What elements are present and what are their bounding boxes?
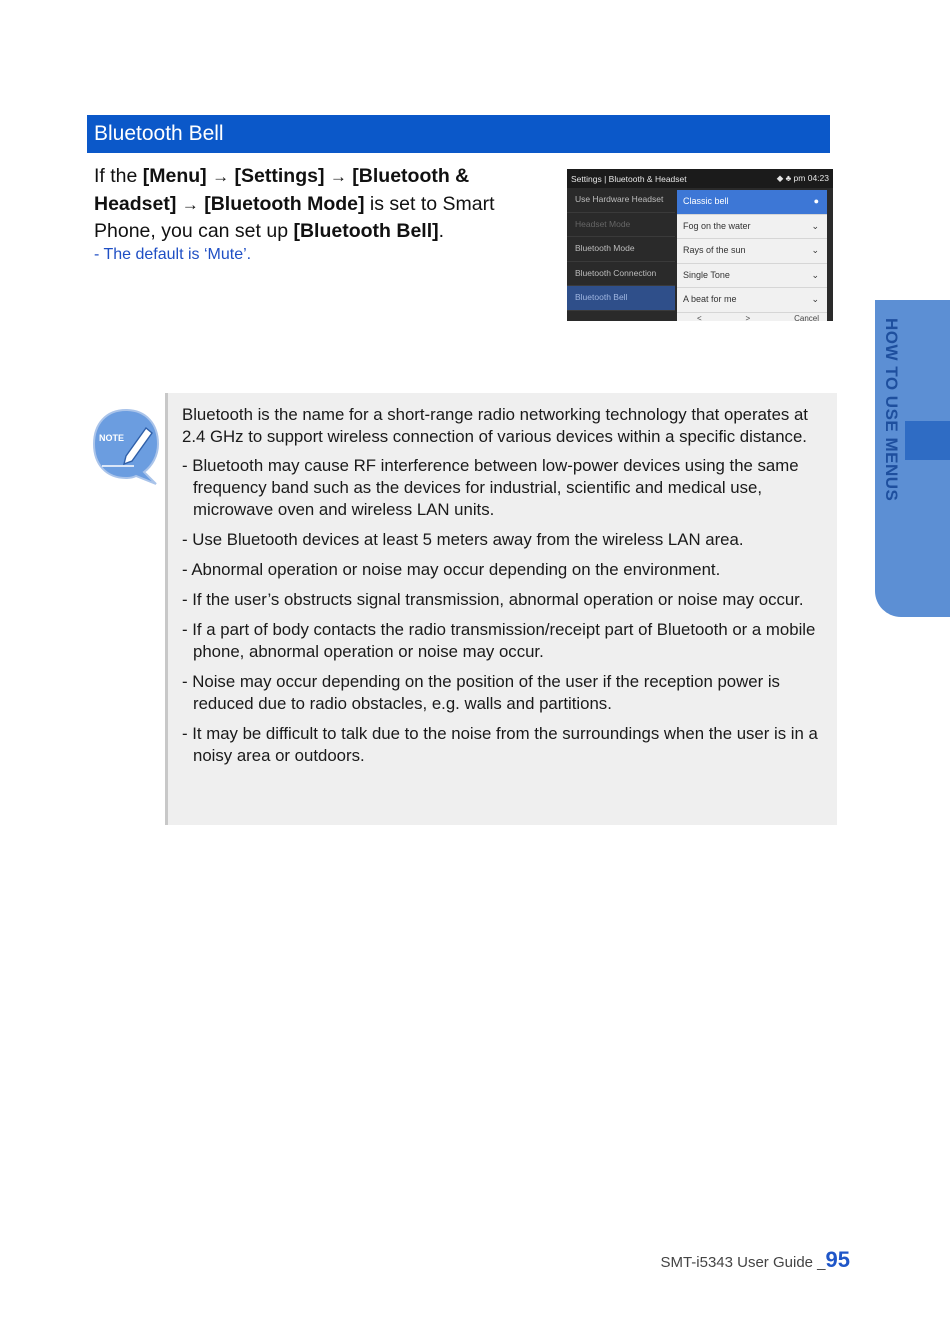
note-item: - If the user’s obstructs signal transmission, abnormal operation or noise may occur. bbox=[182, 590, 804, 609]
note-icon bbox=[90, 406, 162, 486]
note-item: - Use Bluetooth devices at least 5 meters away from the wireless LAN area. bbox=[182, 530, 744, 549]
screenshot-left-item: Use Hardware Headset bbox=[567, 188, 675, 213]
settings-screenshot bbox=[567, 169, 833, 321]
screenshot-settings-list bbox=[567, 188, 675, 311]
option-label: A beat for me bbox=[683, 294, 737, 304]
guide-name: SMT-i5343 User Guide _ bbox=[660, 1254, 826, 1271]
intro-paragraph bbox=[94, 163, 534, 245]
chevron-down-icon: ⌄ bbox=[811, 294, 819, 304]
next-icon: > bbox=[745, 314, 751, 321]
bt-headset-ref: [Bluetooth & Headset] bbox=[94, 165, 470, 215]
menu-ref: [Menu] bbox=[142, 165, 207, 187]
screenshot-option bbox=[677, 215, 827, 240]
page-number: 95 bbox=[825, 1247, 850, 1272]
bt-bell-ref: [Bluetooth Bell] bbox=[293, 220, 439, 242]
page-footer bbox=[660, 1247, 850, 1273]
screenshot-left-item-selected: Bluetooth Bell bbox=[567, 286, 675, 311]
screenshot-left-item: Bluetooth Connection bbox=[567, 262, 675, 287]
arrow-right-icon: → bbox=[181, 194, 199, 214]
bt-mode-ref: [Bluetooth Mode] bbox=[204, 192, 365, 215]
side-tab-marker bbox=[905, 421, 950, 460]
note-box bbox=[165, 393, 837, 825]
screenshot-bell-dialog bbox=[677, 190, 827, 321]
note-item: - Abnormal operation or noise may occur depending on the environment. bbox=[182, 560, 721, 579]
settings-ref: [Settings] bbox=[234, 165, 325, 187]
note-item: - Bluetooth may cause RF interference between low-power devices using the same frequency band such as the devices for industrial, scientific and medical use, microwave oven and wireless LAN units. bbox=[182, 456, 799, 519]
section-title-bar bbox=[87, 115, 830, 153]
cancel-label: Cancel bbox=[794, 314, 819, 321]
option-label: Rays of the sun bbox=[683, 245, 746, 255]
screenshot-left-item: Bluetooth Mode bbox=[567, 237, 675, 262]
option-label: Classic bell bbox=[683, 196, 729, 206]
screenshot-option bbox=[677, 239, 827, 264]
prev-icon: < bbox=[697, 314, 702, 321]
note-item: - If a part of body contacts the radio transmission/receipt part of Bluetooth or a mobile phone, abnormal operation or noise may occur. bbox=[182, 620, 816, 661]
intro-text-2: is set to Smart Phone, you can set up bbox=[94, 192, 495, 242]
note-icon-label: NOTE bbox=[99, 433, 125, 443]
screenshot-option bbox=[677, 288, 827, 313]
screenshot-breadcrumb: Settings | Bluetooth & Headset bbox=[571, 173, 687, 184]
screenshot-left-item: Headset Mode bbox=[567, 213, 675, 238]
screenshot-status: ◆ ♣ pm 04:23 bbox=[776, 173, 829, 183]
note-item: - It may be difficult to talk due to the noise from the surroundings when the user is in a noisy area or outdoors. bbox=[182, 724, 818, 765]
section-title: Bluetooth Bell bbox=[94, 122, 224, 145]
arrow-right-icon: → bbox=[329, 167, 347, 186]
side-tab-label: HOW TO USE MENUS bbox=[882, 318, 901, 502]
default-note: - The default is ‘Mute’. bbox=[94, 246, 252, 263]
arrow-right-icon: → bbox=[212, 167, 230, 186]
intro-text-1: If the bbox=[94, 165, 143, 187]
note-item: - Noise may occur depending on the position of the user if the reception power is reduced due to radio obstacles, e.g. walls and partitions. bbox=[182, 672, 780, 713]
note-main-text: Bluetooth is the name for a short-range radio networking technology that operates at 2.4 GHz to support wireless connection of various devices within a specific distance. bbox=[182, 405, 808, 446]
chevron-down-icon: ⌄ bbox=[811, 220, 819, 231]
chevron-down-icon: ⌄ bbox=[811, 245, 819, 255]
screenshot-option bbox=[677, 264, 827, 289]
radio-on-icon: ● bbox=[813, 196, 819, 206]
option-label: Single Tone bbox=[683, 269, 730, 280]
intro-text-3: . bbox=[438, 220, 445, 242]
screenshot-status-bar bbox=[567, 169, 833, 188]
screenshot-dialog-buttons bbox=[677, 313, 827, 322]
screenshot-option-selected bbox=[677, 190, 827, 215]
option-label: Fog on the water bbox=[683, 220, 751, 231]
chevron-down-icon: ⌄ bbox=[811, 269, 819, 280]
